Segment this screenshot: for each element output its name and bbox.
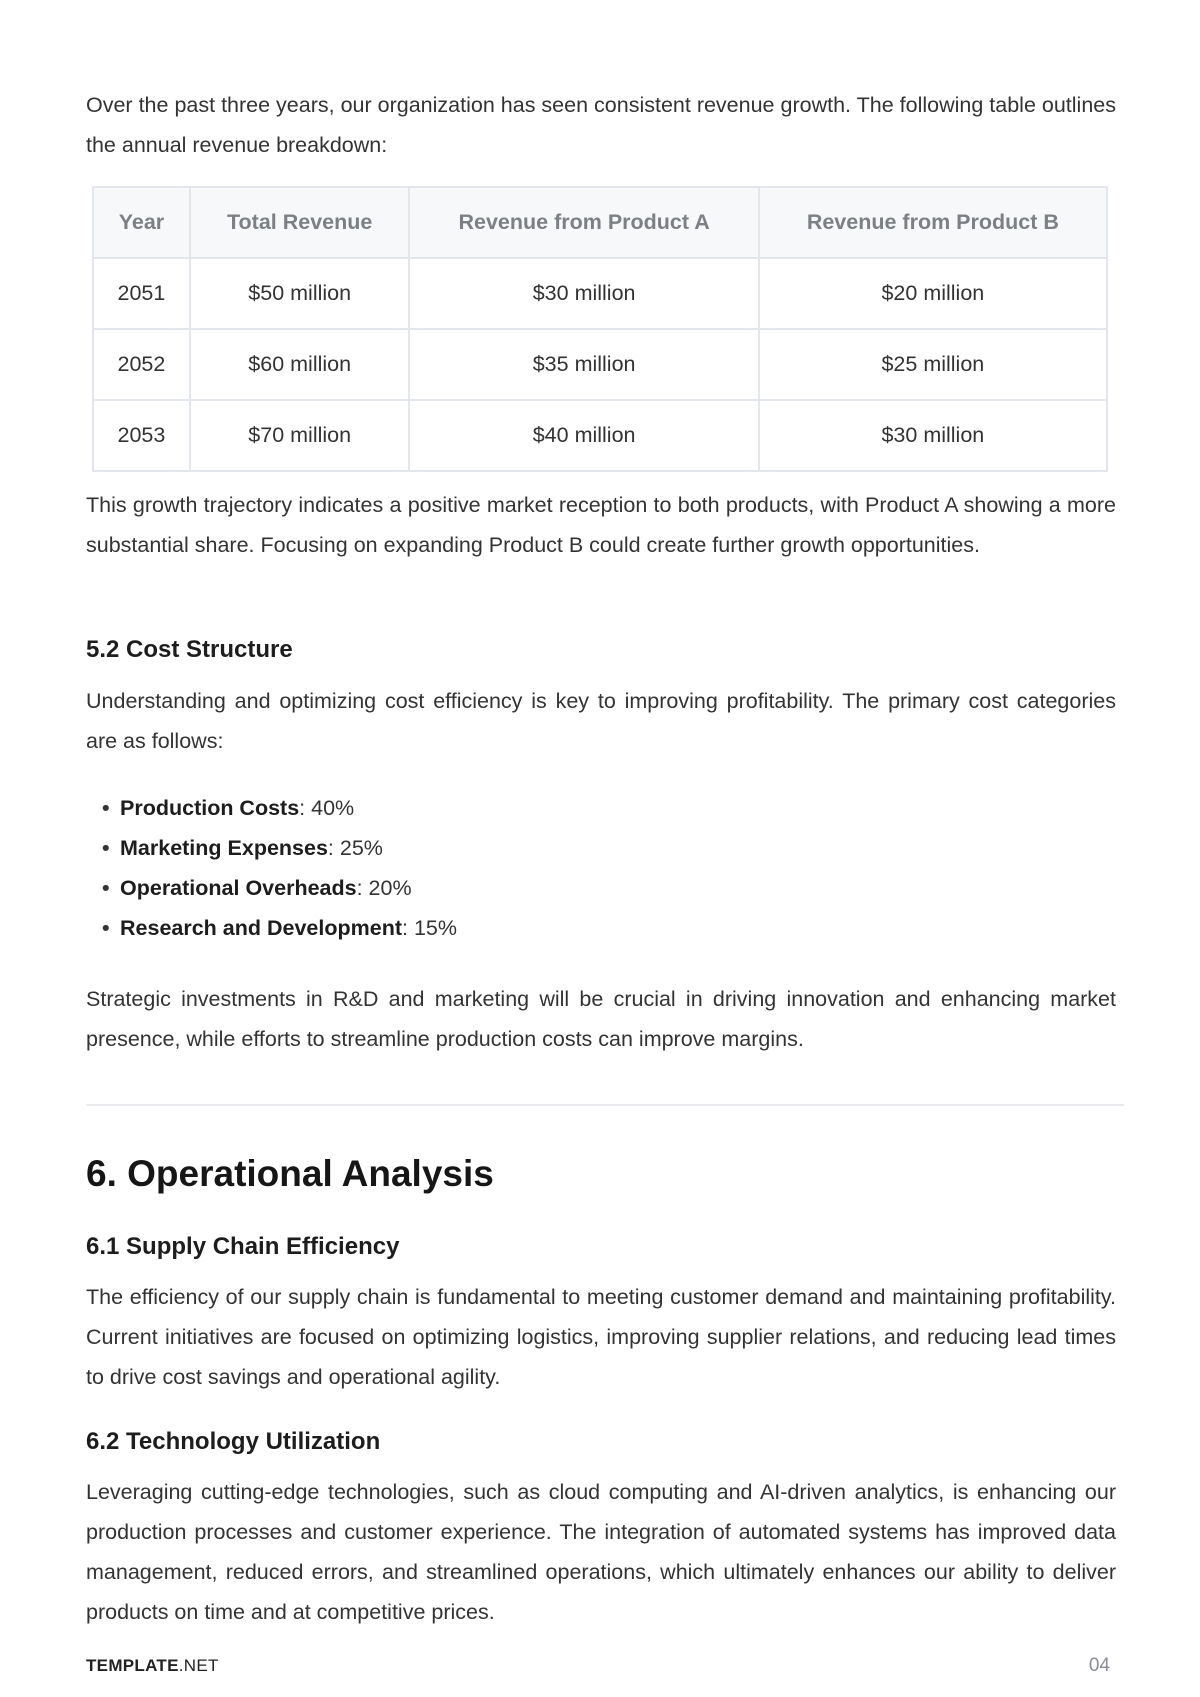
revenue-table — [92, 186, 1108, 472]
column-header-total-revenue: Total Revenue — [190, 187, 410, 258]
cost-value: : 40% — [299, 796, 355, 820]
technology-paragraph: Leveraging cutting-edge technologies, such as cloud computing and AI-driven analytics, is enhancing our production processes and customer experience. The integration of automated systems has improved data management, reduced errors, and streamlined operations, which ultimately enhances our ability to deliver products on time and at competitive prices. — [86, 1480, 1116, 1624]
cost-label: Operational Overheads — [120, 876, 357, 900]
cost-label: Production Costs — [120, 796, 300, 820]
table-header-row — [93, 187, 1107, 258]
bullet-icon: • — [102, 836, 110, 860]
column-header-product-b: Revenue from Product B — [759, 187, 1107, 258]
cost-label: Research and Development — [120, 916, 402, 940]
brand-suffix: .NET — [178, 1656, 219, 1675]
cost-value: : 20% — [356, 876, 412, 900]
list-item — [102, 908, 457, 948]
table-cell: $30 million — [409, 258, 758, 329]
strategic-investments-paragraph: Strategic investments in R&D and marketing will be crucial in driving innovation and enhancing market presence, while efforts to streamline production costs can improve margins. — [86, 987, 1116, 1051]
table-cell: 2051 — [93, 258, 190, 329]
cost-categories-list — [102, 788, 457, 948]
section-heading-supply-chain: 6.1 Supply Chain Efficiency — [86, 1233, 400, 1260]
cost-value: : 15% — [402, 916, 457, 940]
supply-chain-paragraph: The efficiency of our supply chain is fundamental to meeting customer demand and maintaining profitability. Current initiatives are focused on optimizing logistics, improving supplier relations, and reducing lead times to drive cost savings and operational agility. — [86, 1285, 1116, 1389]
list-item — [102, 788, 457, 828]
table-cell: 2053 — [93, 400, 190, 471]
table-cell: $35 million — [409, 329, 758, 400]
footer-brand-logo — [86, 1656, 219, 1676]
table-cell: $20 million — [759, 258, 1107, 329]
section-heading-operational-analysis: 6. Operational Analysis — [86, 1153, 494, 1194]
column-header-year: Year — [93, 187, 190, 258]
table-row — [93, 400, 1107, 471]
bullet-icon: • — [102, 796, 110, 820]
document-page — [86, 0, 1124, 1697]
list-item — [102, 868, 457, 908]
revenue-intro-paragraph: Over the past three years, our organization has seen consistent revenue growth. The following table outlines the annual revenue breakdown: — [86, 93, 1116, 157]
table-row — [93, 329, 1107, 400]
section-heading-cost-structure: 5.2 Cost Structure — [86, 636, 293, 663]
table-cell: $40 million — [409, 400, 758, 471]
growth-trajectory-paragraph: This growth trajectory indicates a positive market reception to both products, with Product A showing a more substantial share. Focusing on expanding Product B could create further growth opportunities. — [86, 493, 1116, 557]
bullet-icon: • — [102, 876, 110, 900]
column-header-product-a: Revenue from Product A — [409, 187, 758, 258]
brand-name: TEMPLATE — [86, 1656, 179, 1675]
table-cell: 2052 — [93, 329, 190, 400]
section-divider — [86, 1104, 1124, 1106]
section-heading-technology: 6.2 Technology Utilization — [86, 1428, 381, 1455]
table-row — [93, 258, 1107, 329]
cost-label: Marketing Expenses — [120, 836, 328, 860]
page-number: 04 — [1088, 1655, 1110, 1676]
table-cell: $60 million — [190, 329, 410, 400]
list-item — [102, 828, 457, 868]
table-cell: $70 million — [190, 400, 410, 471]
bullet-icon: • — [102, 916, 110, 940]
cost-value: : 25% — [327, 836, 383, 860]
table-cell: $50 million — [190, 258, 410, 329]
table-cell: $30 million — [759, 400, 1107, 471]
table-cell: $25 million — [759, 329, 1107, 400]
cost-intro-paragraph: Understanding and optimizing cost efficiency is key to improving profitability. The primary cost categories are as follows: — [86, 689, 1116, 753]
